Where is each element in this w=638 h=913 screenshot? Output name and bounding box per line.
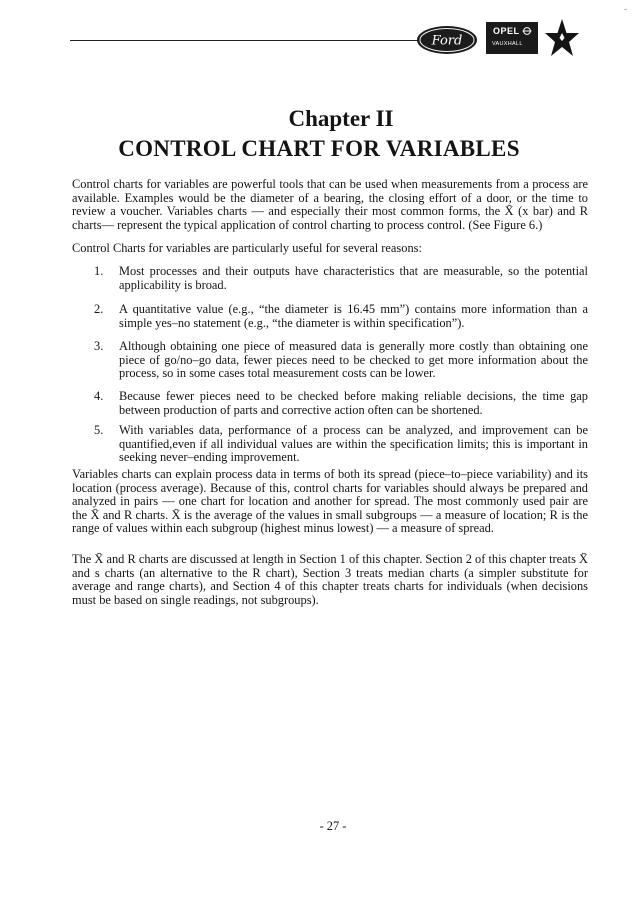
list-item-number: 4. <box>94 389 104 403</box>
list-item <box>94 265 588 292</box>
ford-logo <box>416 25 478 55</box>
opel-logo-text: OPEL <box>493 26 520 36</box>
list-item-text: A quantitative value (e.g., “the diameter is 16.45 mm”) contains more information than a simple yes–no statement (e.g., “the diameter is within specification”). <box>119 302 588 330</box>
page-number: - 27 - <box>319 819 347 833</box>
list-item <box>94 424 588 465</box>
header-rule <box>70 40 418 41</box>
list-item-number: 3. <box>94 339 104 353</box>
chrysler-pentastar-icon <box>544 18 580 58</box>
list-item <box>94 390 588 417</box>
opel-vauxhall-logo <box>486 22 538 54</box>
intro-paragraph: Control charts for variables are powerful tools that can be used when measurements from a process are available. Examples would be the diameter of a bearing, the closing effort of a door, or the time to review a voucher. Variables charts — and especially their most common forms, the X̄ (x bar) and R charts— represent the typical application of control charting to process control. (See Figure 6.) <box>72 177 588 232</box>
list-item-number: 5. <box>94 423 104 437</box>
list-item-text: Because fewer pieces need to be checked before making reliable decisions, the time gap between production of parts and corrective action often can be shortened. <box>119 389 588 417</box>
list-item <box>94 303 588 330</box>
list-item-text: Most processes and their outputs have characteristics that are measurable, so the potential applicability is broad. <box>119 264 588 292</box>
spread-location-paragraph: Variables charts can explain process data in terms of both its spread (piece–to–piece variability) and its location (process average). Because of this, control charts for variables should always be prepared and analyzed in pairs — one chart for location and another for spread. The most commonly used pair are the X̄ and R charts. X̄ is the average of the values in small subgroups — a measure of location; R is the range of values within each subgroup (highest minus lowest) — a measure of spread. <box>72 467 588 536</box>
chapter-title: CONTROL CHART FOR VARIABLES <box>118 136 520 161</box>
list-item-number: 1. <box>94 264 104 278</box>
vauxhall-logo-text: VAUXHALL <box>492 41 523 47</box>
corner-mark: - <box>624 4 627 14</box>
chapter-number: Chapter II <box>288 106 394 131</box>
sections-paragraph: The X̄ and R charts are discussed at length in Section 1 of this chapter. Section 2 of this chapter treats X̄ and s charts (an alternative to the R chart), Section 3 treats median charts (a simpler substitute for average and range charts), and Section 4 of this chapter treats charts for individuals (when decisions must be based on single readings, not subgroups). <box>72 552 588 607</box>
opel-bolt-icon <box>522 27 532 35</box>
list-item-text: With variables data, performance of a process can be analyzed, and improvement can be quantified,even if all individual values are within the specification limits; this is important in seeking never–ending improvement. <box>119 423 588 465</box>
list-item-text: Although obtaining one piece of measured data is generally more costly than obtaining one piece of go/no–go data, fewer pieces need to be checked to get more information about the process, so in some cases total measurement costs can be lower. <box>119 339 588 381</box>
reasons-lead: Control Charts for variables are particularly useful for several reasons: <box>72 241 422 255</box>
list-item <box>94 340 588 381</box>
list-item-number: 2. <box>94 302 104 316</box>
ford-logo-text: Ford <box>431 33 463 49</box>
